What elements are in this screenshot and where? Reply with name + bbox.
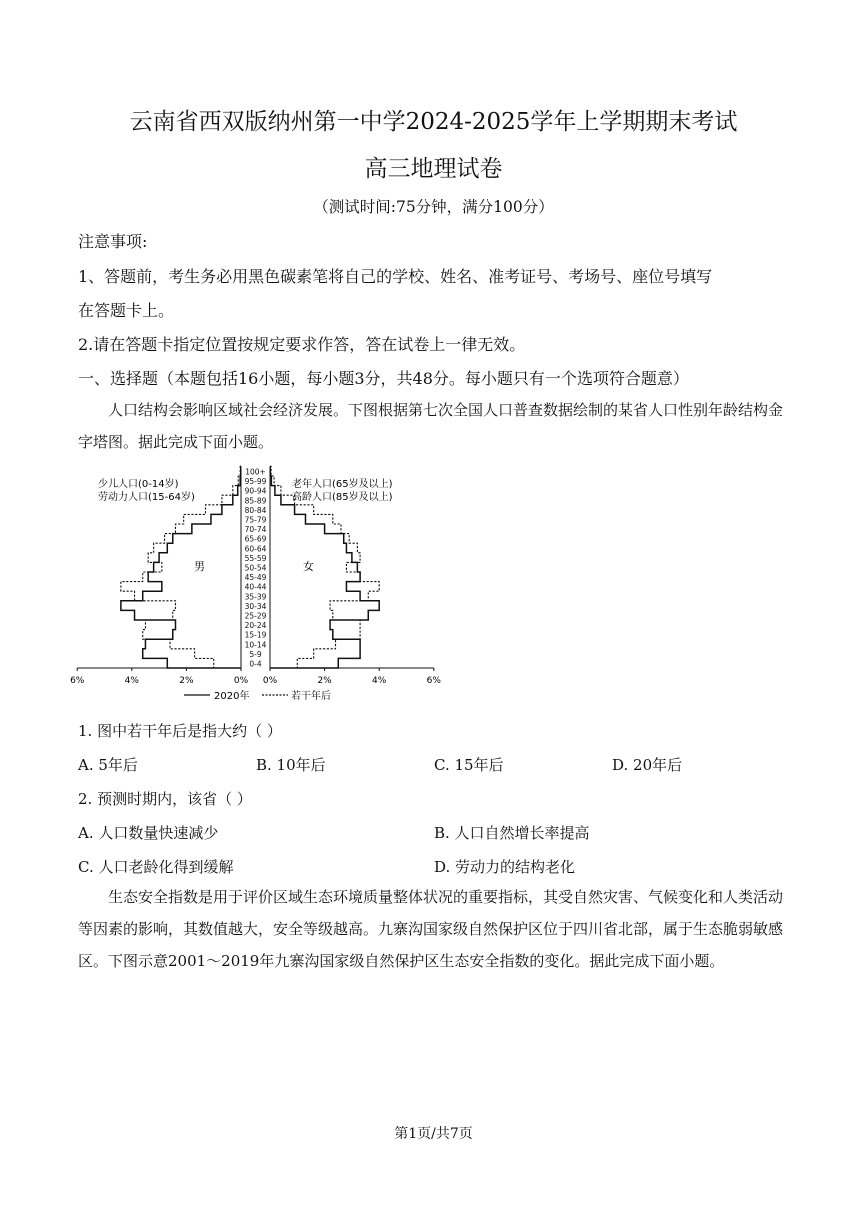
age-group-label: 85-89: [244, 496, 267, 506]
notice-item-2: 2.请在答题卡指定位置按规定要求作答，答在试卷上一律无效。: [78, 335, 526, 354]
pyramid-bar-female-future-80-84: [270, 505, 314, 515]
pyramid-bar-female-future-20-24: [270, 620, 360, 630]
age-group-label: 100+: [245, 467, 266, 477]
pyramid-bar-male-future-90-94: [233, 486, 241, 496]
pyramid-bar-male-future-45-49: [143, 572, 241, 582]
legend-child-pop: 少儿人口(0-14岁): [98, 479, 179, 490]
pyramid-bar-female-future-90-94: [270, 486, 281, 496]
q2-stem: 2. 预测时期内，该省（ ）: [78, 790, 252, 808]
age-group-label: 95-99: [244, 477, 267, 487]
pyramid-bar-female-future-40-44: [270, 582, 379, 592]
x-tick-left: 4%: [124, 676, 139, 686]
pyramid-bar-female-future-35-39: [270, 591, 368, 601]
male-label: 男: [194, 560, 205, 573]
exam-time-note: （测试时间:75分钟，满分100分）: [313, 198, 554, 216]
pyramid-bar-male-future-80-84: [206, 505, 241, 515]
legend-labor-pop: 劳动力人口(15-64岁): [98, 492, 195, 503]
age-group-label: 75-79: [244, 515, 267, 525]
age-group-label: 50-54: [244, 563, 267, 573]
age-group-label: 30-34: [244, 601, 267, 611]
x-tick-left: 6%: [70, 676, 85, 686]
pyramid-bar-male-future-30-34: [175, 601, 241, 611]
pyramid-bar-female-future-5-9: [270, 649, 314, 659]
age-group-label: 15-19: [244, 630, 267, 640]
age-group-label: 40-44: [244, 582, 267, 592]
intro-paragraph: 人口结构会影响区域社会经济发展。下图根据第七次全国人口普查数据绘制的某省人口性别年龄结构金字塔图。据此完成下面小题。: [78, 401, 784, 451]
section-heading: 一、选择题（本题包括16小题，每小题3分，共48分。每小题只有一个选项符合题意）: [78, 369, 689, 388]
q1-option-c[interactable]: C. 15年后: [434, 756, 504, 774]
pyramid-bar-female-future-10-14: [270, 639, 336, 649]
population-pyramid-chart: [70, 462, 441, 702]
page-footer: 第1页/共7页: [394, 1126, 473, 1142]
legend-dashed-label: 若干年后: [291, 691, 331, 702]
pyramid-bar-male-future-10-14: [170, 639, 241, 649]
age-group-label: 80-84: [244, 505, 267, 515]
q2-option-d[interactable]: D. 劳动力的结构老化: [434, 858, 576, 876]
age-group-label: 70-74: [244, 525, 267, 535]
age-group-label: 90-94: [244, 486, 267, 496]
legend-solid-label: 2020年: [214, 691, 250, 702]
pyramid-bar-male-future-20-24: [145, 620, 241, 630]
x-tick-left: 0%: [233, 676, 249, 686]
age-group-label: 0-4: [249, 659, 262, 669]
age-group-label: 10-14: [244, 640, 267, 650]
pyramid-bar-male-future-65-69: [165, 534, 241, 544]
pyramid-bar-female-future-0-4: [270, 658, 297, 668]
x-tick-right: 4%: [372, 676, 387, 686]
pyramid-bar-male-future-85-89: [222, 495, 241, 505]
pyramid-bar-male-future-70-74: [175, 524, 241, 534]
notice-heading: 注意事项:: [78, 232, 148, 251]
age-group-label: 5-9: [249, 649, 262, 659]
pyramid-bar-male-future-40-44: [121, 582, 241, 592]
q1-stem: 1. 图中若干年后是指大约（ ）: [78, 722, 282, 740]
pyramid-bar-male-future-60-64: [154, 543, 241, 553]
age-group-label: 65-69: [244, 534, 267, 544]
pyramid-bar-male-future-35-39: [135, 591, 241, 601]
q1-option-b[interactable]: B. 10年后: [256, 756, 326, 774]
age-group-label: 60-64: [244, 544, 267, 554]
exam-subject-title: 高三地理试卷: [364, 156, 503, 182]
x-tick-right: 6%: [426, 676, 441, 686]
pyramid-bar-male-future-0-4: [214, 658, 241, 668]
pyramid-bar-male-future-5-9: [195, 649, 241, 659]
age-group-label: 35-39: [244, 592, 267, 602]
age-group-label: 25-29: [244, 611, 267, 621]
q1-option-d[interactable]: D. 20年后: [612, 756, 683, 774]
pyramid-bar-female-future-15-19: [270, 630, 360, 640]
notice-item-1-cont: 在答题卡上。: [78, 301, 175, 320]
pyramid-bar-female-future-75-79: [270, 514, 333, 524]
pyramid-bar-female-future-85-89: [270, 495, 295, 505]
female-label: 女: [303, 560, 314, 573]
x-tick-left: 2%: [179, 676, 194, 686]
notice-item-1: 1、答题前，考生务必用黑色碳素笔将自己的学校、姓名、准考证号、考场号、座位号填写: [78, 267, 713, 286]
pyramid-bar-female-future-55-59: [270, 553, 360, 563]
age-group-label: 55-59: [244, 553, 267, 563]
age-group-label: 45-49: [244, 573, 267, 583]
pyramid-bar-male-future-25-29: [173, 610, 241, 620]
q1-option-a[interactable]: A. 5年后: [78, 756, 138, 774]
pyramid-bar-female-future-30-34: [270, 601, 330, 611]
x-tick-right: 0%: [262, 676, 278, 686]
pyramid-bar-female-future-70-74: [270, 524, 341, 534]
pyramid-bar-female-future-25-29: [270, 610, 333, 620]
pyramid-bar-female-future-95-99: [270, 476, 274, 486]
age-group-label: 20-24: [244, 621, 267, 631]
x-tick-right: 2%: [317, 676, 332, 686]
q2-option-c[interactable]: C. 人口老龄化得到缓解: [78, 858, 234, 876]
pyramid-bar-male-future-75-79: [184, 514, 241, 524]
q2-option-a[interactable]: A. 人口数量快速减少: [78, 824, 219, 842]
pyramid-bar-male-future-15-19: [143, 630, 241, 640]
passage-2: 生态安全指数是用于评价区域生态环境质量整体状况的重要指标，其受自然灾害、气候变化和人类活动等因素的影响，其数值越大，安全等级越高。九寨沟国家级自然保护区位于四川省北部，属于生态脆弱敏感区。下图示意2001～2019年九寨沟国家级自然保护区生态安全指数的变化。据此完成下面小题。: [78, 888, 784, 970]
pyramid-bar-female-future-65-69: [270, 534, 349, 544]
pyramid-bar-female-future-45-49: [270, 572, 360, 582]
pyramid-bar-female-future-60-64: [270, 543, 357, 553]
exam-title: 云南省西双版纳州第一中学2024-2025学年上学期期末考试: [129, 109, 738, 135]
legend-elderly-pop: 老年人口(65岁及以上): [292, 479, 393, 490]
legend-oldest-pop: 高龄人口(85岁及以上): [292, 492, 393, 503]
q2-option-b[interactable]: B. 人口自然增长率提高: [434, 824, 590, 842]
